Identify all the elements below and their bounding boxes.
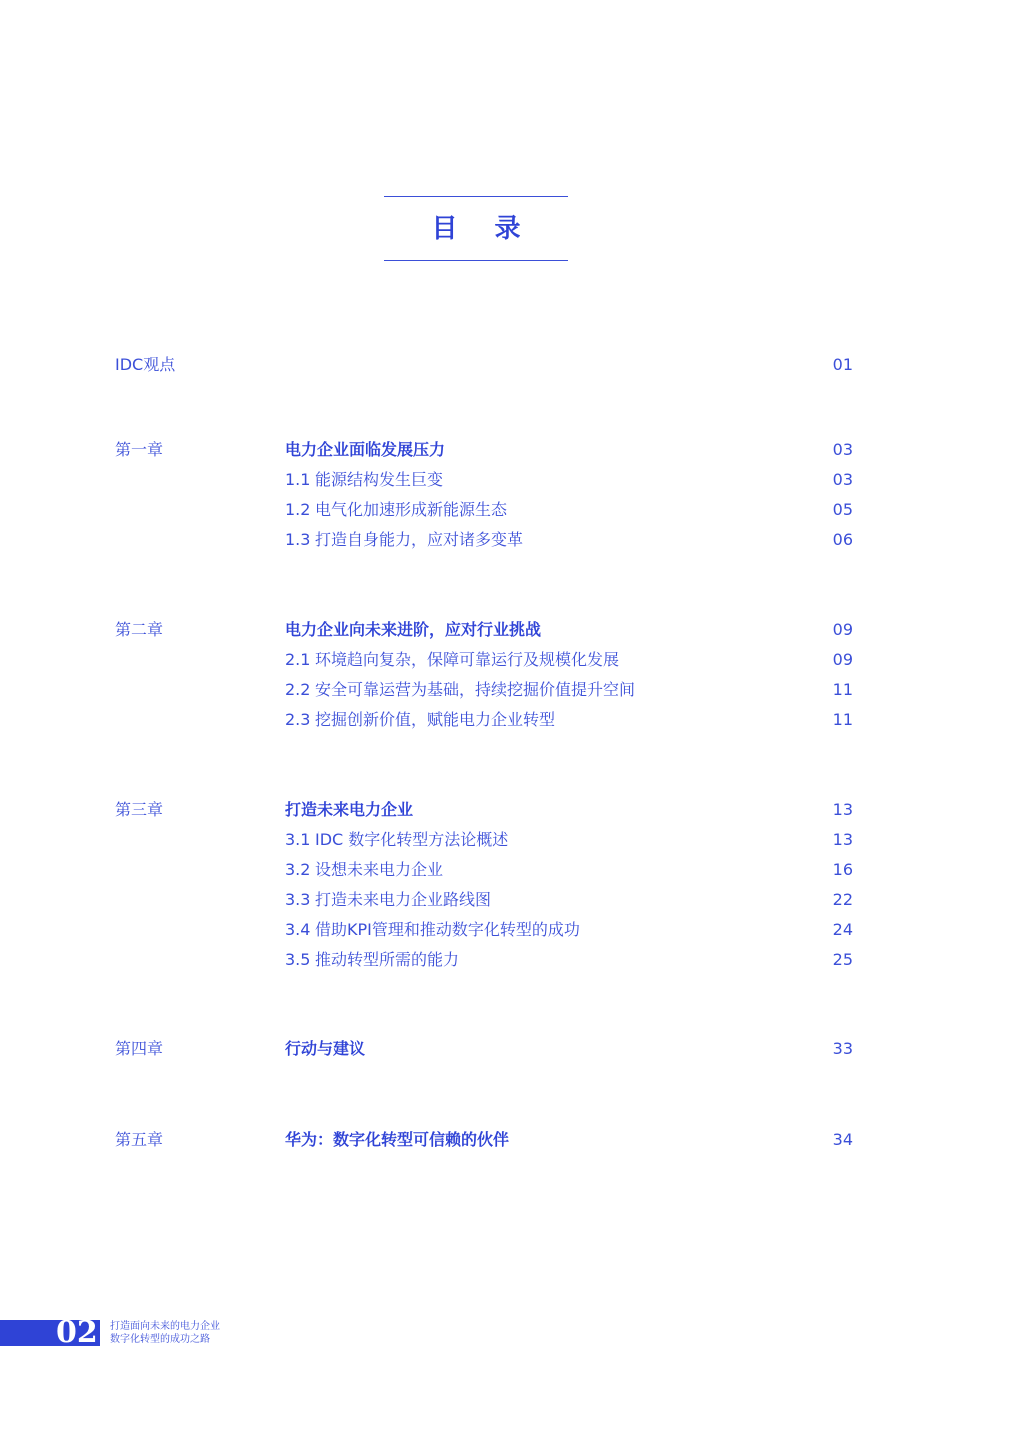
section-number: 3.3 (285, 890, 311, 909)
toc-page-number: 25 (832, 950, 853, 969)
toc-section-row[interactable] (0, 468, 1020, 492)
section-title: 设想未来电力企业 (315, 860, 444, 879)
chapter-label: 第三章 (115, 800, 164, 819)
toc-chapter-row[interactable] (0, 438, 1020, 462)
section-title: 打造自身能力，应对诸多变革 (315, 530, 524, 549)
toc-section-row[interactable] (0, 648, 1020, 672)
section-number: 2.1 (285, 650, 311, 669)
toc-page-number: 03 (832, 470, 853, 489)
toc-intro-row[interactable] (0, 353, 1020, 377)
chapter-title: 电力企业向未来进阶，应对行业挑战 (285, 620, 542, 639)
toc-page-number: 13 (832, 830, 853, 849)
section-title: 借助KPI管理和推动数字化转型的成功 (315, 920, 580, 939)
section-number: 3.1 (285, 830, 311, 849)
section-number: 3.2 (285, 860, 311, 879)
toc-section-row[interactable] (0, 528, 1020, 552)
toc-chapter-row[interactable] (0, 1128, 1020, 1152)
section-title: 能源结构发生巨变 (315, 470, 444, 489)
chapter-label: 第四章 (115, 1039, 164, 1058)
toc-section-row[interactable] (0, 918, 1020, 942)
footer-doc-title (110, 1320, 220, 1346)
section-title: 安全可靠运营为基础，持续挖掘价值提升空间 (315, 680, 636, 699)
chapter-title: 行动与建议 (285, 1039, 366, 1058)
toc-page-number: 24 (832, 920, 853, 939)
toc-page-number: 34 (832, 1130, 853, 1149)
toc-chapter-row[interactable] (0, 1037, 1020, 1061)
toc-chapter-row[interactable] (0, 798, 1020, 822)
section-title: 挖掘创新价值，赋能电力企业转型 (315, 710, 556, 729)
page-title: 目 录 (431, 214, 535, 244)
toc-page-number: 03 (832, 440, 853, 459)
section-title: IDC 数字化转型方法论概述 (315, 830, 509, 849)
chapter-title: 电力企业面临发展压力 (285, 440, 446, 459)
section-title: 电气化加速形成新能源生态 (315, 500, 508, 519)
toc-page-number: 09 (832, 620, 853, 639)
toc-page-number: 22 (832, 890, 853, 909)
chapter-label: 第一章 (115, 440, 164, 459)
toc-section-row[interactable] (0, 858, 1020, 882)
chapter-title: 华为：数字化转型可信赖的伙伴 (285, 1130, 510, 1149)
toc-chapter-row[interactable] (0, 618, 1020, 642)
section-number: 2.2 (285, 680, 311, 699)
chapter-label: 第五章 (115, 1130, 164, 1149)
toc-page-number: 06 (832, 530, 853, 549)
section-title: 环境趋向复杂，保障可靠运行及规模化发展 (315, 650, 620, 669)
toc-section-row[interactable] (0, 498, 1020, 522)
section-number: 1.3 (285, 530, 311, 549)
toc-page-number: 16 (832, 860, 853, 879)
section-number: 2.3 (285, 710, 311, 729)
toc-section-row[interactable] (0, 948, 1020, 972)
toc-page-number: 09 (832, 650, 853, 669)
chapter-title: 打造未来电力企业 (285, 800, 414, 819)
title-bottom-rule (384, 260, 568, 261)
section-number: 3.4 (285, 920, 311, 939)
section-number: 1.1 (285, 470, 311, 489)
footer-page-number: 02 (56, 1315, 98, 1350)
toc-section-row[interactable] (0, 708, 1020, 732)
toc-intro-label: IDC观点 (115, 355, 176, 374)
toc-section-row[interactable] (0, 678, 1020, 702)
chapter-label: 第二章 (115, 620, 164, 639)
section-title: 打造未来电力企业路线图 (315, 890, 492, 909)
toc-page-number: 11 (832, 680, 853, 699)
toc-page-number: 01 (832, 355, 853, 374)
toc-section-row[interactable] (0, 888, 1020, 912)
toc-page-number: 11 (832, 710, 853, 729)
toc-page-number: 33 (832, 1039, 853, 1058)
section-title: 推动转型所需的能力 (315, 950, 460, 969)
toc-section-row[interactable] (0, 828, 1020, 852)
toc-page-number: 05 (832, 500, 853, 519)
title-top-rule (384, 196, 568, 197)
section-number: 1.2 (285, 500, 311, 519)
toc-page-number: 13 (832, 800, 853, 819)
section-number: 3.5 (285, 950, 311, 969)
footer-line-1: 打造面向未来的电力企业 (110, 1321, 220, 1332)
footer-line-2: 数字化转型的成功之路 (110, 1334, 210, 1345)
